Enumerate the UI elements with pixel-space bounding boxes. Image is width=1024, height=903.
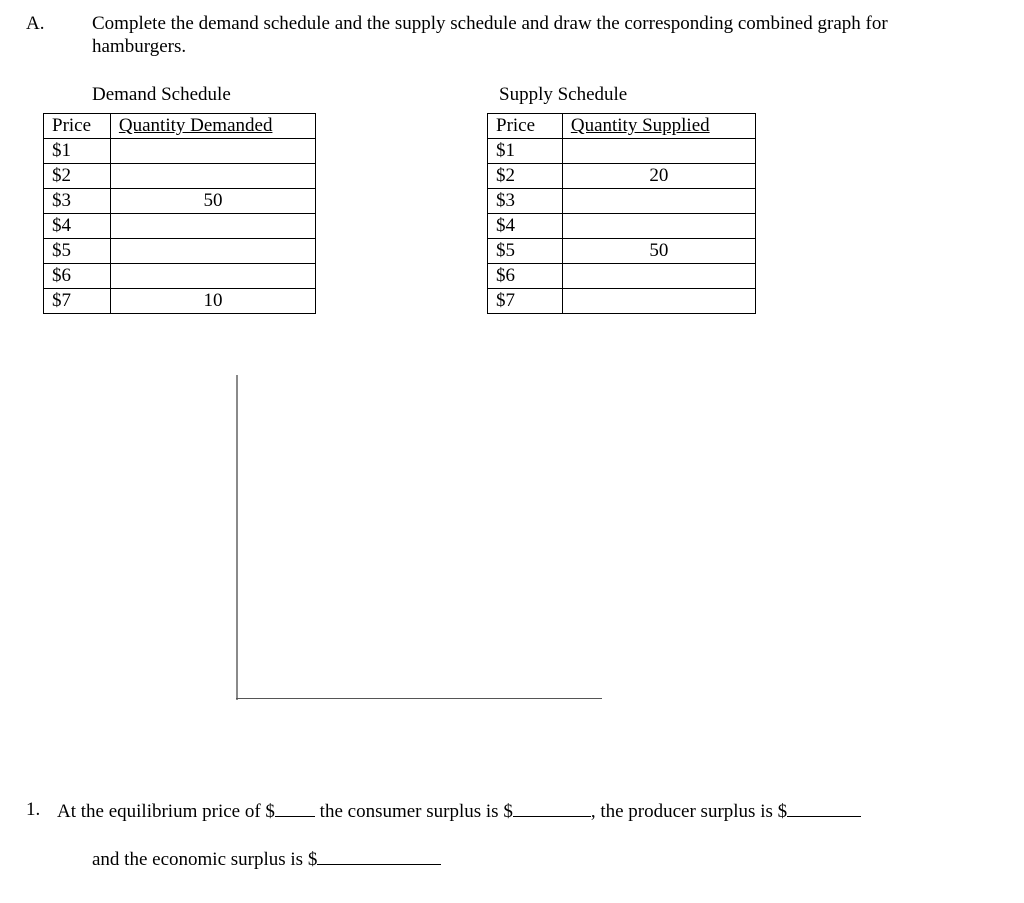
supply-schedule-table	[487, 113, 756, 314]
header-price: Price	[44, 114, 111, 139]
question-instruction-line1: Complete the demand schedule and the supply schedule and draw the corresponding combined graph for	[92, 13, 888, 34]
quantity-cell[interactable]	[110, 164, 315, 189]
table-row	[488, 239, 756, 264]
price-cell: $7	[488, 289, 563, 314]
table-row	[44, 139, 316, 164]
price-cell: $4	[44, 214, 111, 239]
price-cell: $2	[488, 164, 563, 189]
equilibrium-price-text: At the equilibrium price of $	[57, 801, 275, 822]
price-cell: $6	[44, 264, 111, 289]
price-cell: $2	[44, 164, 111, 189]
quantity-cell[interactable]	[110, 139, 315, 164]
quantity-cell[interactable]: 20	[562, 164, 755, 189]
supply-schedule-title: Supply Schedule	[499, 84, 628, 105]
producer-surplus-blank[interactable]	[787, 799, 861, 817]
table-row	[44, 214, 316, 239]
price-cell: $4	[488, 214, 563, 239]
table-row	[488, 189, 756, 214]
question-instruction-line2: hamburgers.	[92, 36, 187, 57]
table-row	[44, 239, 316, 264]
quantity-cell[interactable]: 50	[110, 189, 315, 214]
price-cell: $5	[44, 239, 111, 264]
quantity-cell[interactable]: 10	[110, 289, 315, 314]
table-row	[44, 289, 316, 314]
header-quantity-supplied: Quantity Supplied	[562, 114, 755, 139]
quantity-cell[interactable]: 50	[562, 239, 755, 264]
table-row	[488, 164, 756, 189]
quantity-cell[interactable]	[110, 264, 315, 289]
quantity-cell[interactable]	[562, 289, 755, 314]
equilibrium-price-blank[interactable]	[275, 799, 315, 817]
question-1-number: 1.	[26, 799, 41, 820]
quantity-cell[interactable]	[562, 264, 755, 289]
consumer-surplus-text: the consumer surplus is $	[319, 801, 513, 822]
table-row	[488, 289, 756, 314]
price-cell: $3	[488, 189, 563, 214]
consumer-surplus-blank[interactable]	[513, 799, 591, 817]
demand-schedule-title: Demand Schedule	[92, 84, 231, 105]
header-price: Price	[488, 114, 563, 139]
table-header-row	[44, 114, 316, 139]
price-cell: $1	[44, 139, 111, 164]
table-row	[488, 264, 756, 289]
price-cell: $5	[488, 239, 563, 264]
quantity-cell[interactable]	[562, 214, 755, 239]
graph-y-axis[interactable]	[236, 375, 238, 700]
question-1-line2	[92, 847, 441, 871]
economic-surplus-blank[interactable]	[317, 847, 441, 865]
table-row	[44, 164, 316, 189]
table-row	[44, 189, 316, 214]
graph-x-axis[interactable]	[236, 698, 602, 699]
price-cell: $7	[44, 289, 111, 314]
table-header-row	[488, 114, 756, 139]
price-cell: $6	[488, 264, 563, 289]
quantity-cell[interactable]	[562, 139, 755, 164]
table-row	[488, 139, 756, 164]
demand-schedule-table	[43, 113, 316, 314]
quantity-cell[interactable]	[110, 239, 315, 264]
price-cell: $3	[44, 189, 111, 214]
table-row	[488, 214, 756, 239]
question-1-line1	[57, 799, 861, 823]
producer-surplus-text: , the producer surplus is $	[590, 801, 788, 822]
quantity-cell[interactable]	[562, 189, 755, 214]
question-letter: A.	[26, 13, 45, 34]
header-quantity-demanded: Quantity Demanded	[110, 114, 315, 139]
quantity-cell[interactable]	[110, 214, 315, 239]
table-row	[44, 264, 316, 289]
price-cell: $1	[488, 139, 563, 164]
economic-surplus-text: and the economic surplus is $	[92, 849, 318, 870]
